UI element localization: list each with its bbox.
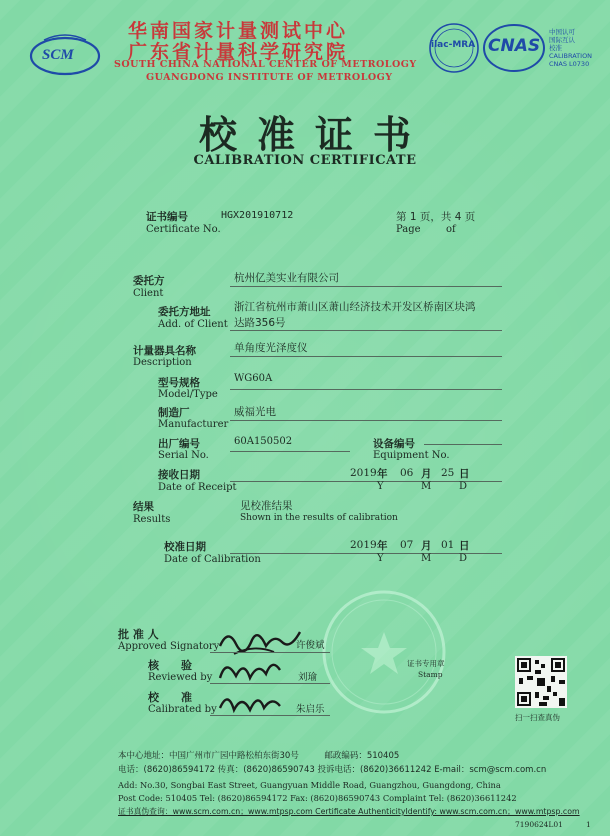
qr-code[interactable] — [515, 656, 567, 708]
stamp-label-en: Stamp — [418, 670, 443, 679]
model-underline — [230, 389, 502, 390]
institute-en-name-2: GUANGDONG INSTITUTE OF METROLOGY — [146, 72, 393, 83]
cnas-note: 中国认可 国际互认 校准 CALIBRATION CNAS L0730 — [549, 28, 593, 68]
approved-label-en: Approved Signatory — [118, 641, 220, 652]
receipt-day-cn: 日 — [459, 468, 470, 480]
client-label-cn: 委托方 — [133, 275, 165, 287]
stamp-label-cn: 证书专用章 — [407, 659, 445, 668]
cert-no-label-en: Certificate No. — [146, 224, 221, 235]
page-label-en: Page — [396, 224, 421, 235]
cnas-logo-text: CNAS — [488, 36, 541, 56]
model-label-cn: 型号规格 — [158, 377, 200, 389]
qr-caption: 扫一扫查真伪 — [515, 713, 560, 722]
addr-label-en: Add. of Client — [158, 319, 228, 330]
mfr-label-cn: 制造厂 — [158, 407, 190, 419]
footer-doc-code: 7190624L01 — [515, 820, 563, 829]
desc-value: 单角度光泽度仪 — [234, 342, 308, 354]
title-en: CALIBRATION CERTIFICATE — [193, 153, 417, 168]
calibrated-label-en: Calibrated by — [148, 704, 217, 715]
equip-label-cn: 设备编号 — [373, 438, 415, 450]
desc-label-cn: 计量器具名称 — [133, 345, 196, 357]
institute-cn-name-1: 华南国家计量测试中心 — [128, 20, 349, 42]
scm-logo-text: SCM — [42, 47, 74, 63]
approved-label-cn: 批 准 人 — [118, 628, 159, 641]
cal-month-cn: 月 — [421, 540, 432, 552]
serial-value: 60A150502 — [234, 436, 293, 447]
equip-underline — [424, 444, 502, 445]
receipt-day: 25 — [441, 467, 455, 479]
footer-verify-links[interactable]: 证书真伪查询：www.scm.com.cn；www.mtpsp.com Certificate AuthenticityIdentify: www.scm.com.cn；www.mtpsp.com — [118, 807, 580, 816]
receipt-year: 2019 — [350, 467, 377, 479]
calibrated-underline — [210, 715, 330, 716]
cal-m-en: M — [421, 553, 432, 564]
official-stamp-seal — [318, 586, 450, 718]
cal-day-cn: 日 — [459, 540, 470, 552]
model-value: WG60A — [234, 373, 273, 384]
receipt-label-en: Date of Receipt — [158, 482, 237, 493]
receipt-d-en: D — [459, 481, 468, 492]
mfr-underline — [230, 420, 502, 421]
cal-day: 01 — [441, 539, 455, 551]
client-underline — [230, 286, 502, 287]
cert-no-label-cn: 证书编号 — [146, 211, 188, 223]
serial-label-en: Serial No. — [158, 450, 209, 461]
footer-contact-en: Post Code: 510405 Tel: (8620)86594172 Fax: (8620)86590743 Complaint Tel: (8620)36611242 — [118, 793, 517, 803]
cal-year-cn: 年 — [377, 540, 388, 552]
receipt-y-en: Y — [377, 481, 384, 492]
client-label-en: Client — [133, 288, 164, 299]
page-of-en: of — [446, 224, 456, 235]
results-value-cn: 见校准结果 — [240, 500, 293, 512]
approved-name: 许俊斌 — [296, 640, 325, 651]
results-label-cn: 结果 — [133, 501, 154, 513]
ilac-mra-text: ilac-MRA — [431, 40, 476, 50]
cal-y-en: Y — [377, 553, 384, 564]
mfr-value: 威福光电 — [234, 406, 276, 418]
receipt-month-cn: 月 — [421, 468, 432, 480]
receipt-label-cn: 接收日期 — [158, 469, 200, 481]
addr-value-line1: 浙江省杭州市萧山区萧山经济技术开发区桥南区块鸿 — [234, 301, 476, 313]
addr-underline — [230, 330, 502, 331]
title-cn: 校准证书 — [198, 113, 431, 157]
cal-year: 2019 — [350, 539, 377, 551]
receipt-month: 06 — [400, 467, 414, 479]
cert-no-value: HGX201910712 — [221, 210, 294, 221]
footer-address-en: Add: No.30, Songbai East Street, Guangyuan Middle Road, Guangzhou, Guangdong, China — [118, 780, 501, 790]
desc-underline — [230, 356, 502, 357]
reviewed-label-en: Reviewed by — [148, 672, 213, 683]
results-label-en: Results — [133, 514, 171, 525]
client-value: 杭州亿美实业有限公司 — [234, 272, 339, 284]
cal-date-label-cn: 校准日期 — [164, 541, 206, 553]
serial-label-cn: 出厂编号 — [158, 438, 200, 450]
equip-label-en: Equipment No. — [373, 450, 450, 461]
cal-date-label-en: Date of Calibration — [164, 554, 261, 565]
cal-month: 07 — [400, 539, 414, 551]
institute-cn-name-2: 广东省计量科学研究院 — [128, 41, 349, 63]
cal-d-en: D — [459, 553, 468, 564]
reviewed-label-cn: 核 验 — [148, 659, 192, 672]
receipt-year-cn: 年 — [377, 468, 388, 480]
addr-value-line2: 达路356号 — [234, 317, 286, 329]
addr-label-cn: 委托方地址 — [158, 306, 211, 318]
footer-page-number: 1 — [586, 820, 591, 829]
footer-address-cn: 本中心地址：中国广州市广园中路松柏东街30号 邮政编码：510405 — [118, 751, 400, 761]
institute-en-name-1: SOUTH CHINA NATIONAL CENTER OF METROLOGY — [114, 59, 417, 70]
page-cn: 第 1 页，共 4 页 — [396, 211, 476, 223]
reviewed-name: 刘瑜 — [298, 672, 318, 683]
model-label-en: Model/Type — [158, 389, 218, 400]
receipt-m-en: M — [421, 481, 432, 492]
calibrated-name: 朱启乐 — [296, 704, 325, 715]
serial-underline — [230, 451, 350, 452]
calibrated-label-cn: 校 准 — [148, 691, 192, 704]
footer-contact-cn: 电话：(8620)86594172 传真：(8620)86590743 投诉电话：(8620)36611242 E-mail：scm@scm.com.cn — [118, 765, 547, 775]
results-value-en: Shown in the results of calibration — [240, 513, 398, 523]
mfr-label-en: Manufacturer — [158, 419, 229, 430]
desc-label-en: Description — [133, 357, 192, 368]
